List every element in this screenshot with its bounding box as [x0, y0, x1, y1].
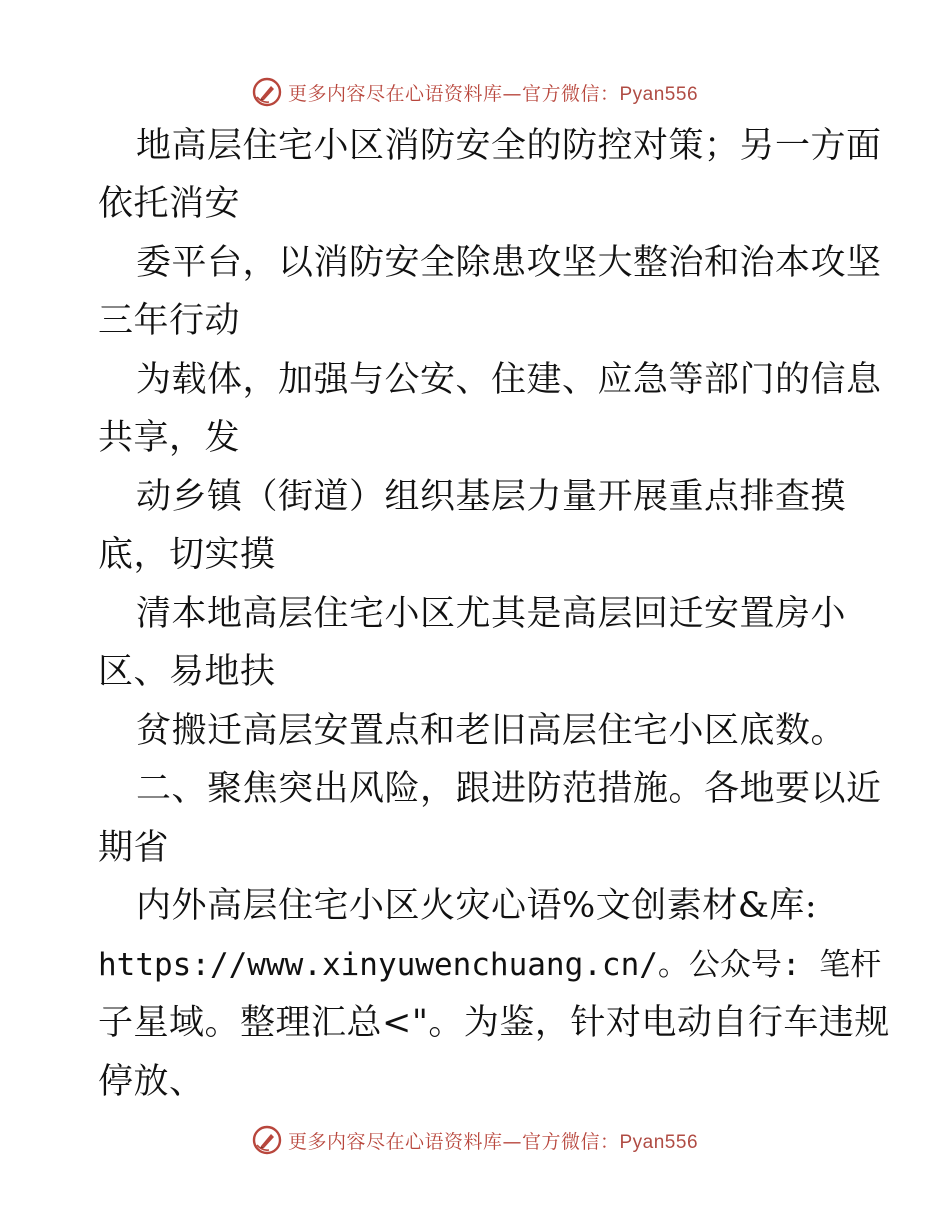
text-line: 为载体，加强与公安、住建、应急等部门的信息	[136, 360, 882, 400]
text-line: 清本地高层住宅小区尤其是高层回迁安置房小	[136, 594, 847, 634]
text-line: 内外高层住宅小区火灾心语%文创素材&库:	[136, 886, 818, 926]
footer-watermark-text: 更多内容尽在心语资料库—官方微信：Pyan556	[287, 1130, 699, 1153]
footer-watermark-banner	[0, 1118, 950, 1162]
text-line: 二、聚焦突出风险，跟进防范措施。各地要以近	[136, 769, 882, 809]
text-line: 贫搬迁高层安置点和老旧高层住宅小区底数。	[136, 711, 847, 751]
text-line-url: https://www.xinyuwenchuang.cn/。公众号: 笔杆	[98, 947, 882, 983]
text-line: 委平台，以消防安全除患攻坚大整治和治本攻坚	[136, 243, 882, 283]
text-line: 期省	[98, 828, 170, 868]
text-line: 地高层住宅小区消防安全的防控对策；另一方面	[136, 126, 882, 166]
text-line: 动乡镇（街道）组织基层力量开展重点排查摸	[136, 477, 847, 517]
text-line: 共享，发	[98, 418, 241, 458]
header-watermark-text: 更多内容尽在心语资料库—官方微信：Pyan556	[287, 82, 699, 105]
pen-logo-icon	[252, 1125, 282, 1155]
text-line: 底，切实摸	[98, 535, 276, 575]
text-line: 依托消安	[98, 184, 241, 224]
text-line: 停放、	[98, 1062, 205, 1102]
text-line: 区、易地扶	[98, 652, 276, 692]
text-line: 子星域。整理汇总<"。为鉴，针对电动自行车违规	[98, 1003, 890, 1043]
text-line: 三年行动	[98, 301, 241, 341]
